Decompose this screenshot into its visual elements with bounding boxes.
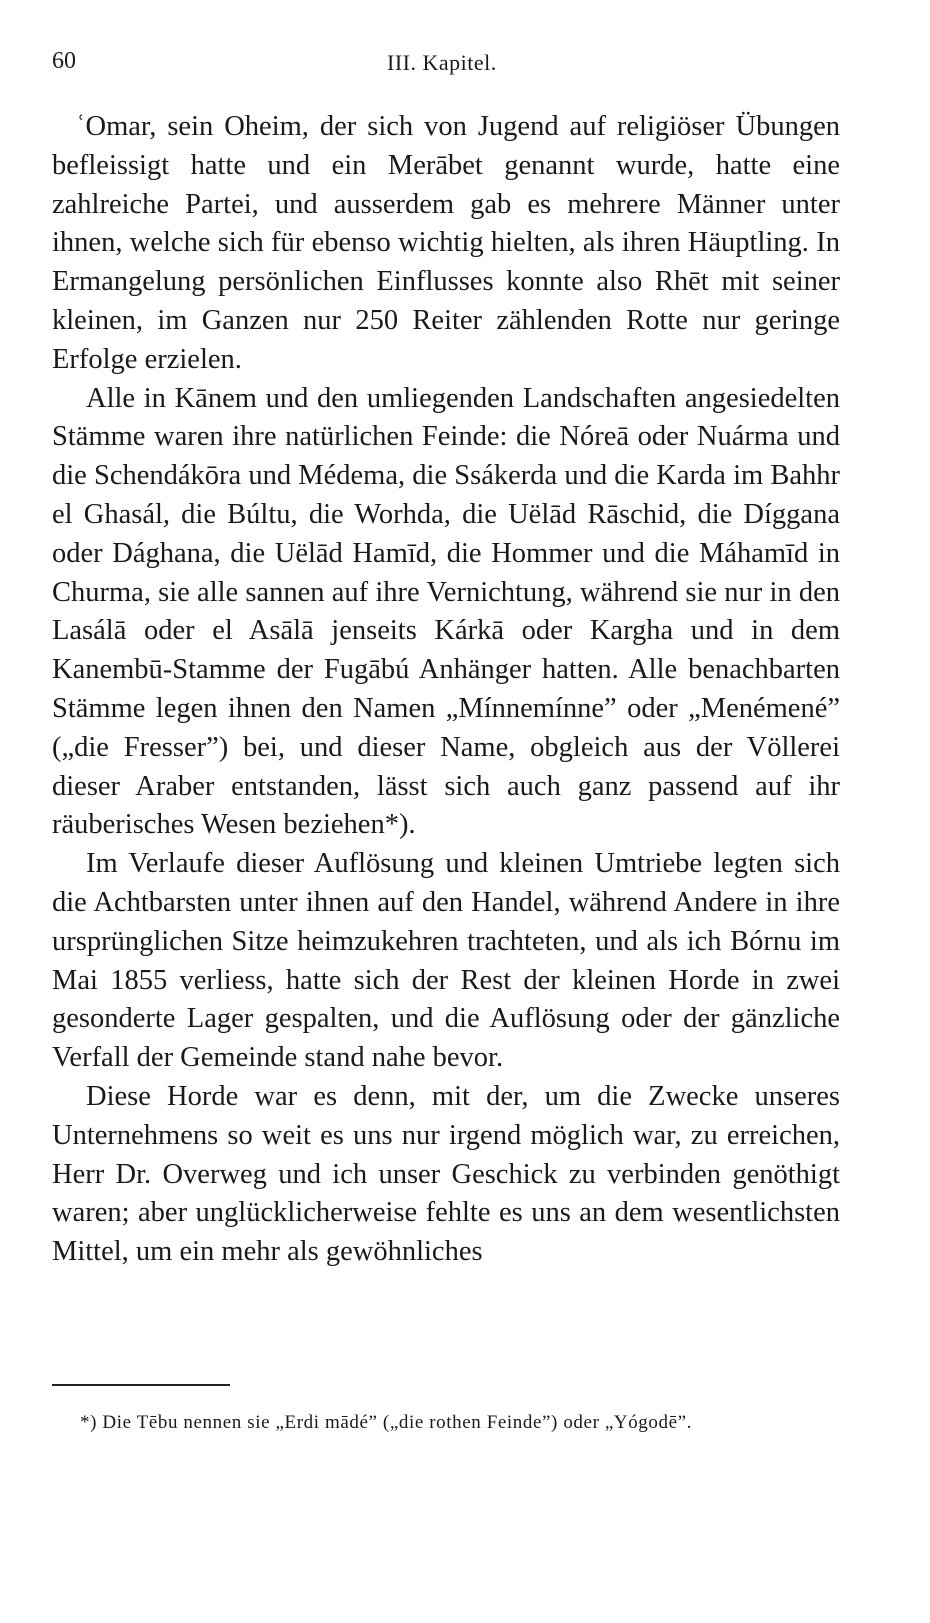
page-number: 60 [52,48,76,74]
footnote: *) Die Tēbu nennen sie „Erdi mādé” („die rothen Feinde”) oder „Yógodē”. [80,1412,693,1433]
page-header [52,48,842,88]
paragraph: ʿOmar, sein Oheim, der sich von Jugend auf religiöser Übungen befleissigt hatte und ein Merābet genannt wurde, hatte eine zahlreiche Partei, und ausserdem gab es mehrere Männer unter ihnen, welche sich für ebenso wichtig hielten, als ihren Häuptling. In Ermangelung persönlichen Einflusses konnte also Rhēt mit seiner kleinen, im Ganzen nur 250 Reiter zählenden Rotte nur geringe Erfolge erzielen. [52,111,840,375]
paragraph: Alle in Kānem und den umliegenden Landschaften angesiedelten Stämme waren ihre natürlichen Feinde: die Nóreā oder Nuárma und die Schendákōra und Médema, die Ssákerda und die Karda im Bahhr el Ghasál, die Búltu, die Worhda, die Uëlād Rāschid, die Díggana oder Dághana, die Uëlād Hamīd, die Hommer und die Máhamīd in Churma, sie alle sannen auf ihre Vernichtung, während sie nur in den Lasálā oder el Asālā jenseits Kárkā oder Kargha und in dem Kanembū-Stamme der Fugābú Anhänger hatten. Alle benachbarten Stämme legen ihnen den Namen „Mínnemínne” oder „Menémené” („die Fresser”) bei, und dieser Name, obgleich aus der Völlerei dieser Araber entstanden, lässt sich auch ganz passend auf ihr räuberisches Wesen beziehen*). [52,382,840,841]
body-text [52,108,840,1272]
paragraph: Diese Horde war es denn, mit der, um die Zwecke unseres Unternehmens so weit es uns nur irgend möglich war, zu erreichen, Herr Dr. Overweg und ich unser Geschick zu verbinden genöthigt waren; aber unglücklicherweise fehlte es uns an dem wesentlichsten Mittel, um ein mehr als gewöhnliches [52,1080,840,1268]
footnote-rule [52,1384,230,1386]
paragraph: Im Verlaufe dieser Auflösung und kleinen Umtriebe legten sich die Achtbarsten unter ihnen auf den Handel, während Andere in ihre ursprünglichen Sitze heimzukehren trachteten, und als ich Bórnu im Mai 1855 verliess, hatte sich der Rest der kleinen Horde in zwei gesonderte Lager gespalten, und die Auflösung oder der gänzliche Verfall der Gemeinde stand nahe bevor. [52,848,840,1074]
running-head: III. Kapitel. [387,50,497,75]
